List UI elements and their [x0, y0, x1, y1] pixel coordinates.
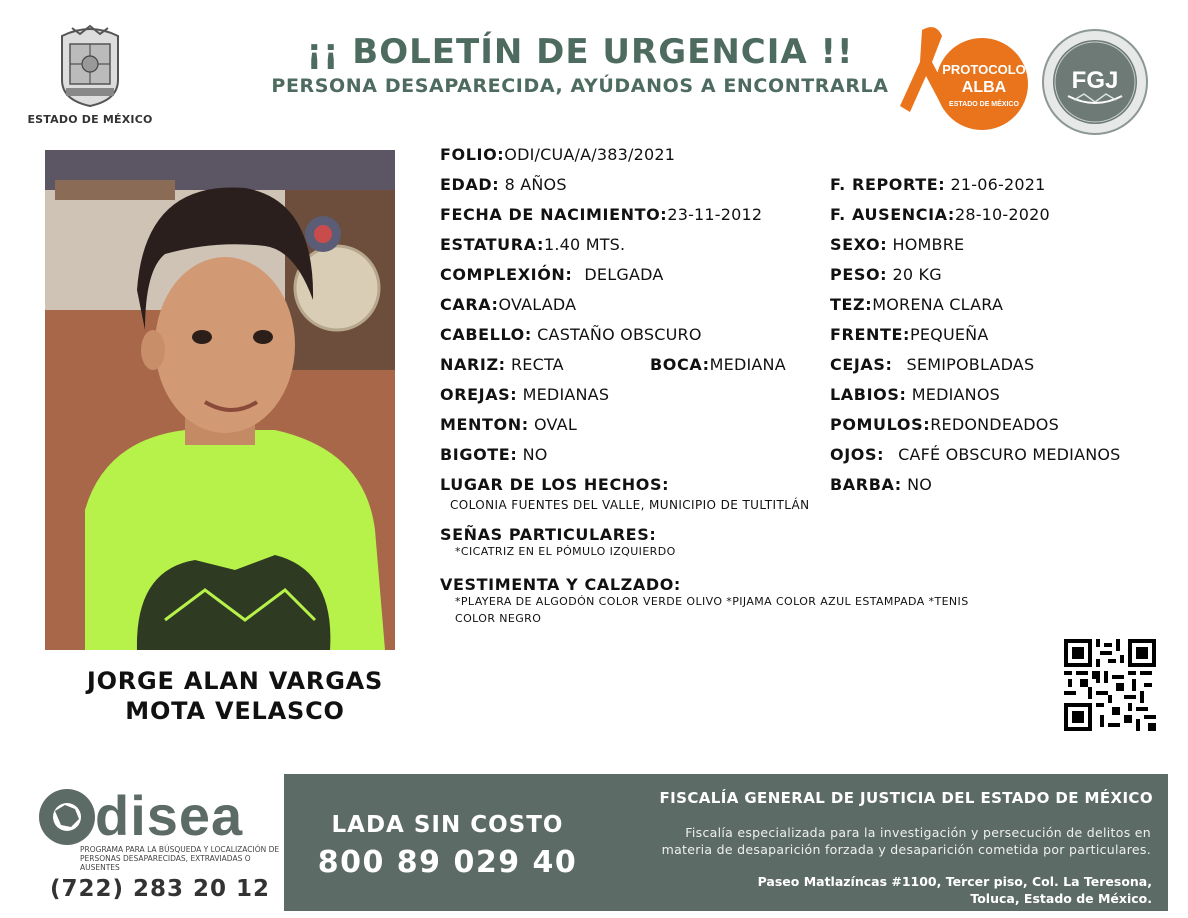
- field-f-reporte-value: 21-06-2021: [950, 175, 1046, 194]
- alba-logo-text-estado: ESTADO DE MÉXICO: [949, 101, 1019, 108]
- field-edad-label: EDAD:: [440, 175, 500, 194]
- field-menton: [440, 415, 577, 434]
- field-nariz-value: RECTA: [510, 355, 564, 374]
- field-f-ausencia: [830, 205, 1050, 224]
- field-folio: [440, 145, 675, 164]
- alba-logo-text-protocolo: PROTOCOLO: [942, 62, 1026, 77]
- field-orejas-label: OREJAS:: [440, 385, 518, 404]
- field-ojos-label: OJOS:: [830, 445, 885, 464]
- field-cabello: [440, 325, 702, 344]
- field-cara-label: CARA:: [440, 295, 499, 314]
- field-pomulos: [830, 415, 1059, 434]
- bulletin-title: ¡¡ BOLETÍN DE URGENCIA !!: [306, 32, 854, 72]
- field-tez: [830, 295, 1003, 314]
- fgjem-description: [600, 824, 1151, 858]
- field-boca: [650, 355, 786, 374]
- field-peso-value: 20 KG: [892, 265, 942, 284]
- field-menton-value: OVAL: [534, 415, 577, 434]
- field-fecha-nacimiento: [440, 205, 762, 224]
- field-fecha-nacimiento-value: 23-11-2012: [667, 205, 763, 224]
- person-name-line-2: MOTA VELASCO: [125, 697, 345, 725]
- field-estatura-label: ESTATURA:: [440, 235, 544, 254]
- field-edad: [440, 175, 567, 194]
- fgjem-address: [640, 873, 1152, 907]
- field-sexo-value: HOMBRE: [892, 235, 965, 254]
- field-estatura: [440, 235, 625, 254]
- field-folio-label: FOLIO:: [440, 145, 505, 164]
- odisea-wordmark: disea: [95, 785, 244, 847]
- field-nariz-label: NARIZ:: [440, 355, 506, 374]
- field-lugar-label: LUGAR DE LOS HECHOS:: [440, 475, 670, 494]
- lada-sin-costo-label: LADA SIN COSTO: [331, 812, 564, 838]
- field-complexion-value: DELGADA: [584, 265, 664, 284]
- bulletin-subtitle: PERSONA DESAPARECIDA, AYÚDANOS A ENCONTRARLA: [271, 75, 889, 97]
- field-labios-label: LABIOS:: [830, 385, 907, 404]
- state-label: ESTADO DE MÉXICO: [27, 113, 153, 126]
- field-complexion: [440, 265, 663, 284]
- field-frente-label: FRENTE:: [830, 325, 911, 344]
- protocolo-alba-logo: [900, 22, 1030, 134]
- field-labios: [830, 385, 1000, 404]
- field-vestimenta-line-1: *PLAYERA DE ALGODÓN COLOR VERDE OLIVO *PIJAMA COLOR AZUL ESTAMPADA *TENIS: [455, 595, 969, 608]
- field-peso: [830, 265, 942, 284]
- field-ojos: [830, 445, 1121, 464]
- field-tez-value: MORENA CLARA: [872, 295, 1004, 314]
- fgj-logo-text: FGJ: [1071, 67, 1119, 94]
- field-bigote-value: NO: [522, 445, 548, 464]
- field-barba: [830, 475, 932, 494]
- field-cabello-label: CABELLO:: [440, 325, 532, 344]
- fgjem-address-line-1: Paseo Matlazíncas #1100, Tercer piso, Col. La Teresona,: [757, 874, 1152, 889]
- field-senas-value: *CICATRIZ EN EL PÓMULO IZQUIERDO: [455, 545, 676, 558]
- field-vestimenta-line-2: COLOR NEGRO: [455, 612, 542, 625]
- field-pomulos-label: POMULOS:: [830, 415, 931, 434]
- field-f-reporte-label: F. REPORTE:: [830, 175, 946, 194]
- field-cejas-label: CEJAS:: [830, 355, 893, 374]
- qr-code: [1064, 639, 1156, 731]
- odisea-phone: (722) 283 20 12: [49, 876, 271, 902]
- field-pomulos-value: REDONDEADOS: [930, 415, 1059, 434]
- field-estatura-value: 1.40 MTS.: [543, 235, 626, 254]
- field-edad-value: 8 AÑOS: [504, 175, 567, 194]
- fgjem-title: FISCALÍA GENERAL DE JUSTICIA DEL ESTADO DE MÉXICO: [659, 789, 1153, 807]
- field-ojos-value: CAFÉ OBSCURO MEDIANOS: [898, 445, 1121, 464]
- field-lugar-value: COLONIA FUENTES DEL VALLE, MUNICIPIO DE TULTITLÁN: [450, 498, 810, 512]
- field-fecha-nacimiento-label: FECHA DE NACIMIENTO:: [440, 205, 668, 224]
- field-barba-value: NO: [907, 475, 933, 494]
- field-bigote-label: BIGOTE:: [440, 445, 518, 464]
- field-boca-value: MEDIANA: [709, 355, 786, 374]
- fgjem-description-line-2: materia de desaparición forzada y desaparición cometida por particulares.: [661, 842, 1151, 857]
- lada-phone-number: 800 89 029 40: [317, 845, 578, 880]
- odisea-tagline: PROGRAMA PARA LA BÚSQUEDA Y LOCALIZACIÓN DE PERSONAS DESAPARECIDAS, EXTRAVIADAS O AUSENTES: [80, 845, 280, 872]
- field-bigote: [440, 445, 548, 464]
- field-senas-label: SEÑAS PARTICULARES:: [440, 525, 657, 544]
- estado-de-mexico-coat-of-arms-logo: [52, 22, 128, 108]
- field-cejas: [830, 355, 1034, 374]
- field-vestimenta-label: VESTIMENTA Y CALZADO:: [440, 575, 681, 594]
- field-f-reporte: [830, 175, 1046, 194]
- person-name-line-1: JORGE ALAN VARGAS: [86, 667, 384, 695]
- field-frente: [830, 325, 989, 344]
- missing-person-photo: [45, 150, 395, 650]
- field-folio-value: ODI/CUA/A/383/2021: [504, 145, 676, 164]
- field-menton-label: MENTON:: [440, 415, 529, 434]
- field-peso-label: PESO:: [830, 265, 888, 284]
- field-orejas-value: MEDIANAS: [522, 385, 610, 404]
- fgj-seal-logo: [1040, 28, 1150, 136]
- field-barba-label: BARBA:: [830, 475, 902, 494]
- field-labios-value: MEDIANOS: [911, 385, 1000, 404]
- field-frente-value: PEQUEÑA: [910, 325, 989, 344]
- field-cejas-value: SEMIPOBLADAS: [906, 355, 1035, 374]
- field-sexo: [830, 235, 964, 254]
- field-f-ausencia-value: 28-10-2020: [954, 205, 1050, 224]
- fgjem-address-line-2: Toluca, Estado de México.: [970, 891, 1152, 906]
- fgjem-description-line-1: Fiscalía especializada para la investigación y persecución de delitos en: [685, 825, 1151, 840]
- field-complexion-label: COMPLEXIÓN:: [440, 265, 573, 284]
- alba-logo-text-alba: ALBA: [961, 79, 1007, 96]
- field-f-ausencia-label: F. AUSENCIA:: [830, 205, 955, 224]
- field-cara: [440, 295, 576, 314]
- field-sexo-label: SEXO:: [830, 235, 888, 254]
- field-orejas: [440, 385, 609, 404]
- field-boca-label: BOCA:: [650, 355, 710, 374]
- field-nariz: [440, 355, 564, 374]
- field-tez-label: TEZ:: [830, 295, 873, 314]
- field-cabello-value: CASTAÑO OBSCURO: [537, 325, 702, 344]
- field-cara-value: OVALADA: [498, 295, 577, 314]
